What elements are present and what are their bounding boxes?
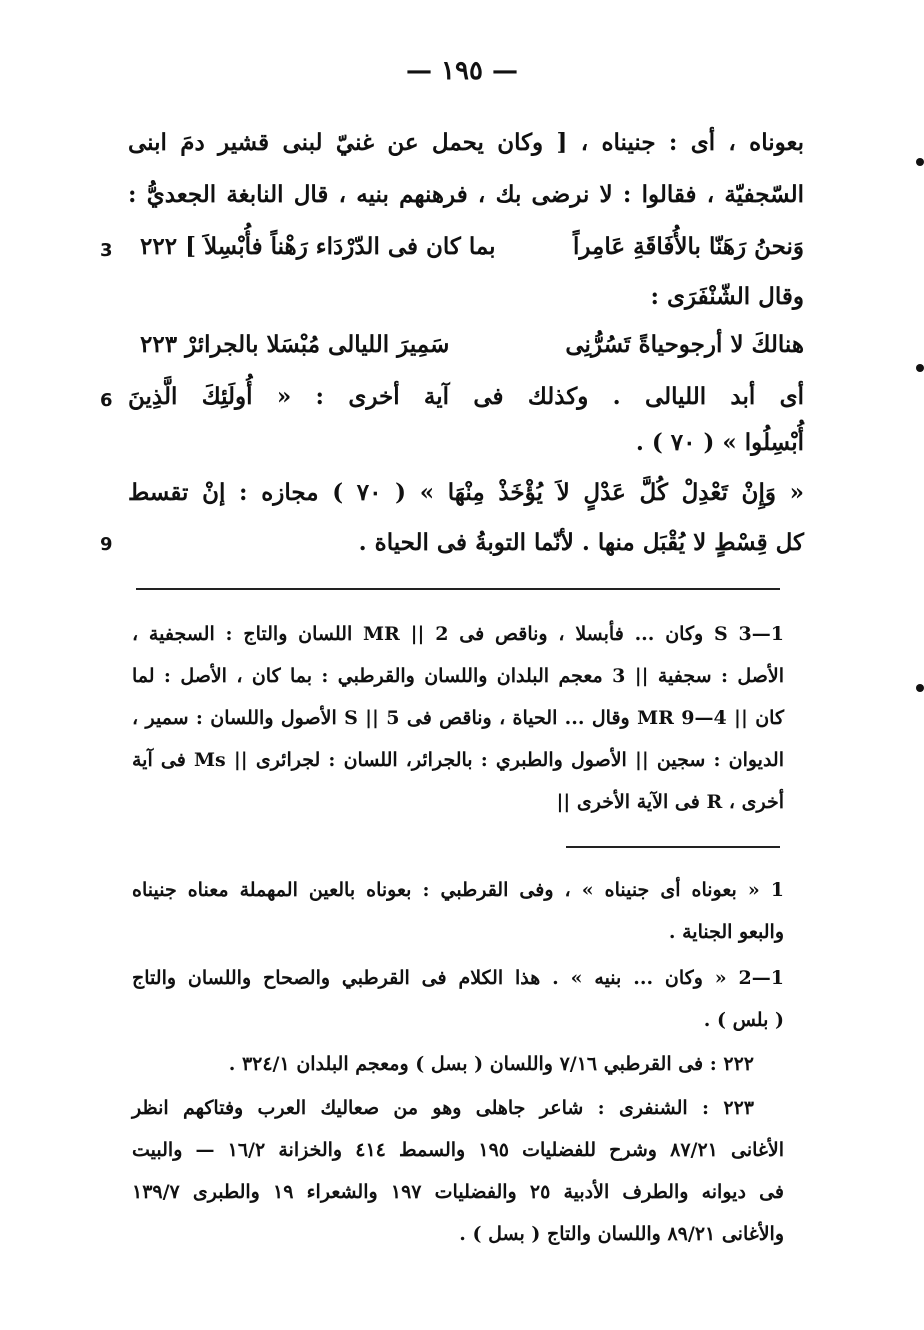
apparatus-line: كان || 4—9 MR وقال ... الحياة ، وناقص فى S || 5 الأصول واللسان : سمير ، bbox=[132, 707, 784, 729]
scan-mark bbox=[916, 684, 924, 692]
main-text-line: كل قِسْطٍ لا يُقْبَل منها . لأنّما التوبةُ فى الحياة . bbox=[358, 529, 804, 556]
note-line: فى ديوانه والطرف الأدبية ٢٥ والفضليات ١٩٧ والشعراء ١٩ والطبرى ١٣٩/٧ bbox=[132, 1181, 784, 1203]
main-text-line: أُبْسِلُوا » ( ٧٠ ) . bbox=[635, 429, 804, 456]
main-text-line: السّجفيّة ، فقالوا : لا نرضى بك ، فرهنهم بنيه ، قال النابغة الجعديُّ : bbox=[128, 181, 804, 208]
line-number: 3 bbox=[100, 240, 113, 261]
hemistich-text: بما كان فى الدّرْدَاء رَهْناً فأُبْسِلاَ ] ٢٢٢ bbox=[140, 233, 496, 260]
note-line: والأغانى ٨٩/٢١ واللسان والتاج ( بسل ) . bbox=[459, 1223, 784, 1245]
short-separator-rule bbox=[566, 846, 780, 848]
apparatus-line: الأصل : سجفية || 3 معجم البلدان واللسان والقرطبي : بما كان ، الأصل : لما bbox=[132, 665, 784, 687]
apparatus-line: 1—3 S وكان ... فأبسلا ، وناقص فى MR || 2 اللسان والتاج : السجفية ، bbox=[132, 623, 784, 645]
scan-mark bbox=[916, 364, 924, 372]
verse-first-hemistich bbox=[573, 232, 804, 262]
hemistich-text: سَمِيرَ الليالى مُبْسَلا بالجرائرْ ٢٢٣ bbox=[140, 331, 450, 358]
main-text-line: بعوناه ، أى : جنيناه ، [ وكان يحمل عن غنيّ لبنى قشير دمَ ابنى bbox=[128, 129, 804, 156]
hemistich-text: وَنحنُ رَهَنّا بالأُفَاقَةِ عَامِراً bbox=[572, 233, 804, 260]
page-number: — ١٩٥ — bbox=[405, 56, 519, 86]
line-number: 9 bbox=[100, 534, 113, 555]
line-number: 6 bbox=[100, 390, 113, 411]
apparatus-line: الديوان : سجين || الأصول والطبري : بالجرائر، اللسان : لجرائرى || Ms فى آية bbox=[132, 749, 784, 771]
verse-second-hemistich bbox=[140, 330, 449, 360]
note-line: ( بلس ) . bbox=[703, 1009, 784, 1031]
scan-mark bbox=[916, 158, 924, 166]
separator-rule bbox=[136, 588, 780, 590]
apparatus-line: أخرى ، R فى الآية الأخرى || bbox=[556, 791, 784, 813]
note-line: 1—2 « وكان ... بنيه » . هذا الكلام فى القرطبي والصحاح واللسان والتاج bbox=[132, 967, 784, 989]
main-text-line: أى أبد الليالى . وكذلك فى آية أخرى : « أُولَئِكَ الَّذِينَ bbox=[128, 383, 804, 410]
note-line: 1 « بعوناه أى جنيناه » ، وفى القرطبي : بعوناه بالعين المهملة معناه جنيناه bbox=[132, 879, 784, 901]
main-text-line: « وَإِنْ تَعْدِلْ كُلَّ عَدْلٍ لاَ يُؤْخَذْ مِنْهَا » ( ٧٠ ) مجازه : إنْ تقسط bbox=[128, 479, 804, 506]
note-line: ٢٢٢ : فى القرطبي ٧/١٦ واللسان ( بسل ) ومعجم البلدان ٣٢٤/١ . bbox=[228, 1053, 754, 1075]
note-line: ٢٢٣ : الشنفرى : شاعر جاهلى وهو من صعاليك العرب وفتاكهم انظر bbox=[132, 1097, 754, 1119]
verse-second-hemistich bbox=[140, 232, 496, 262]
note-line: الأغانى ٨٧/٢١ وشرح للفضليات ١٩٥ والسمط ٤١٤ والخزانة ١٦/٢ — والبيت bbox=[132, 1139, 784, 1161]
verse-first-hemistich bbox=[565, 330, 804, 360]
main-text-line: وقال الشّنْفَرَى : bbox=[650, 283, 804, 310]
note-line: والبعو الجناية . bbox=[668, 921, 784, 943]
hemistich-text: هنالكَ لا أرجوحياةً تَسُرُّنِى bbox=[565, 331, 804, 358]
